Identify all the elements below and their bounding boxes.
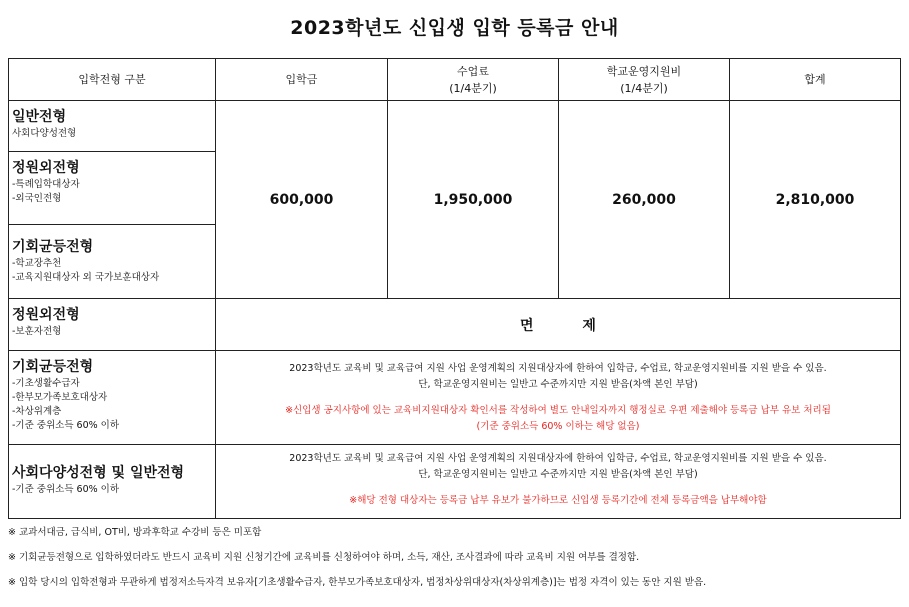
category-general [9, 101, 216, 152]
admission-fee-amount: 600,000 [216, 101, 388, 299]
category-title: 사회다양성전형 및 일반전형 [12, 465, 185, 481]
header-total: 합계 [730, 59, 901, 101]
category-title: 기회균등전형 [12, 239, 94, 255]
support-note [216, 445, 901, 519]
category-equal-opportunity [9, 225, 216, 299]
category-sub: -외국인전형 [12, 193, 62, 204]
note-warning: (기준 중위소득 60% 이하는 해당 없음) [476, 421, 640, 432]
header-school-fund-label: 학교운영지원비 [606, 64, 682, 78]
category-sub: -학교장추천 [12, 258, 62, 269]
note-line: 2023학년도 교육비 및 교육급여 지원 사업 운영계획의 지원대상자에 한하여 입학금, 수업료, 학교운영지원비를 지원 받을 수 있음. [289, 363, 827, 374]
category-extra-quota [9, 152, 216, 225]
note-warning: ※해당 전형 대상자는 등록금 납부 유보가 불가하므로 신입생 등록기간에 전체 등록금액을 납부해야함 [349, 495, 767, 506]
page-title: 2023학년도 신입생 입학 등록금 안내 [290, 17, 619, 39]
header-tuition [388, 59, 559, 101]
category-title: 일반전형 [12, 109, 67, 125]
category-title: 정원외전형 [12, 160, 80, 176]
total-amount: 2,810,000 [730, 101, 901, 299]
header-row [9, 59, 901, 101]
category-title: 정원외전형 [12, 307, 80, 323]
note-line: 2023학년도 교육비 및 교육급여 지원 사업 운영계획의 지원대상자에 한하여 입학금, 수업료, 학교운영지원비를 지원 받을 수 있음. [289, 453, 827, 464]
tuition-table [8, 58, 901, 519]
category-sub: -차상위계층 [12, 406, 62, 417]
category-low-income [9, 351, 216, 445]
note-line: 단, 학교운영지원비는 일반고 수준까지만 지원 받음(차액 본인 부담) [418, 379, 698, 390]
category-sub: -기준 중위소득 60% 이하 [12, 484, 120, 495]
footnote: ※ 교과서대금, 급식비, OT비, 방과후학교 수강비 등은 미포함 [8, 527, 262, 538]
footnote: ※ 기회균등전형으로 입학하였더라도 반드시 교육비 지원 신청기간에 교육비를 신청하여야 하며, 소득, 재산, 조사결과에 따라 교육비 지원 여부를 결정함. [8, 552, 640, 563]
table-row [9, 101, 901, 152]
footnotes [8, 527, 900, 602]
table-row [9, 445, 901, 519]
support-note [216, 351, 901, 445]
header-category: 입학전형 구분 [9, 59, 216, 101]
table-row [9, 299, 901, 351]
category-sub: -한부모가족보호대상자 [12, 392, 108, 403]
category-veterans [9, 299, 216, 351]
footnote: ※ 입학 당시의 입학전형과 무관하게 법정저소득자격 보유자[기초생활수급자, 한부모가족보호대상자, 법정차상위대상자(차상위계층)]는 법정 자격이 있는 동안 지원 받음. [8, 577, 707, 588]
category-sub: 사회다양성전형 [12, 128, 77, 139]
header-tuition-period: (1/4분기) [449, 81, 497, 95]
header-school-fund-period: (1/4분기) [620, 81, 668, 95]
category-social-diversity [9, 445, 216, 519]
header-school-fund [559, 59, 730, 101]
category-sub: -특례입학대상자 [12, 179, 80, 190]
school-fund-amount: 260,000 [559, 101, 730, 299]
header-admission-fee: 입학금 [216, 59, 388, 101]
category-sub: -기준 중위소득 60% 이하 [12, 420, 120, 431]
table-row [9, 351, 901, 445]
exempt-label: 면 제 [216, 299, 901, 351]
category-sub: -보훈자전형 [12, 326, 62, 337]
tuition-amount: 1,950,000 [388, 101, 559, 299]
category-sub: -기초생활수급자 [12, 378, 80, 389]
category-title: 기회균등전형 [12, 359, 94, 375]
note-line: 단, 학교운영지원비는 일반고 수준까지만 지원 받음(차액 본인 부담) [418, 469, 698, 480]
category-sub: -교육지원대상자 외 국가보훈대상자 [12, 272, 160, 283]
note-warning: ※신입생 공지사항에 있는 교육비지원대상자 확인서를 작성하여 별도 안내일자까지 행정실로 우편 제출해야 등록금 납부 유보 처리됨 [285, 405, 831, 416]
header-tuition-label: 수업료 [457, 64, 489, 78]
